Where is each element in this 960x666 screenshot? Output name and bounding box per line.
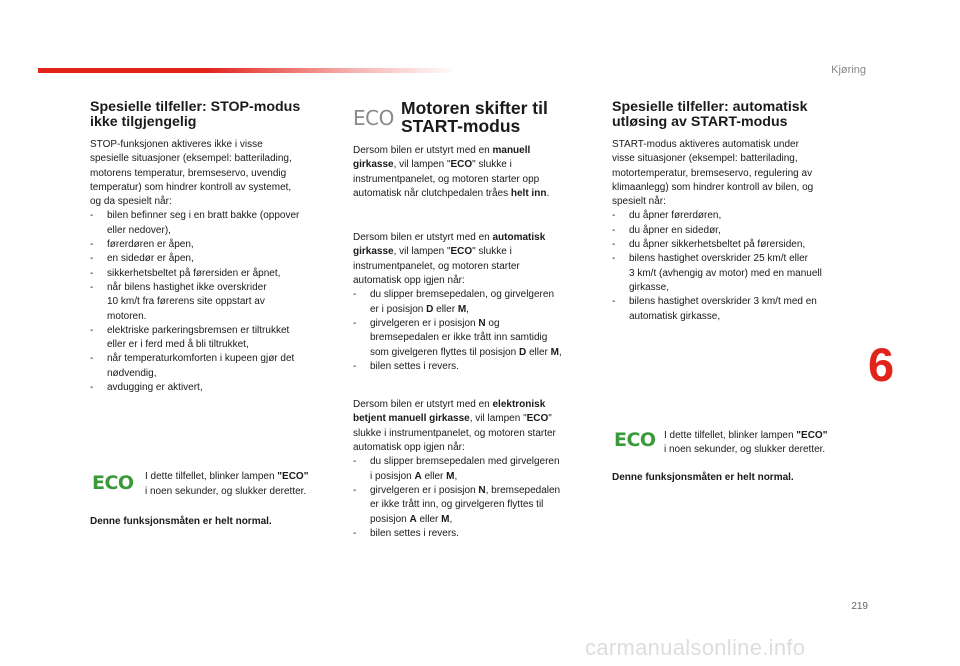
list-item: - du slipper bremsepedalen med girvelgeren i posisjon A eller M, [353, 455, 599, 484]
list-item: - du åpner sikkerhetsbeltet på førersiden, [612, 238, 860, 252]
normal-operation-note: Denne funksjonsmåten er helt normal. [612, 471, 794, 483]
electronic-gearbox-paragraph: Dersom bilen er utstyrt med en elektronisk betjent manuell girkasse, vil lampen "ECO" slukke i instrumentpanelet, og motoren starter automatisk opp igjen når: [353, 399, 556, 454]
electronic-gearbox-list [353, 455, 599, 541]
section-label: Kjøring [831, 64, 866, 76]
list-item: - bilen befinner seg i en bratt bakke (oppover eller nedover), [90, 209, 330, 238]
list-item: - girvelgeren er i posisjon N og bremsepedalen er ikke trått inn samtidig som givelgeren flyttes til posisjon D eller M, [353, 317, 599, 360]
watermark: carmanualsonline.info [585, 635, 806, 660]
column-stop-mode-unavailable [90, 100, 330, 530]
chapter-number: 6 [868, 338, 895, 391]
eco-warning-lamp-icon: ECO [92, 472, 134, 495]
eco-warning-lamp-icon: ECO [614, 428, 656, 451]
list-item: - bilen settes i revers. [353, 527, 599, 541]
normal-operation-note: Denne funksjonsmåten er helt normal. [90, 516, 272, 528]
start-auto-conditions-list [612, 209, 860, 323]
list-item: - girvelgeren er i posisjon N, bremsepedalen er ikke trått inn, og girvelgeren flyttes til posisjon A eller M, [353, 484, 599, 527]
list-item: - elektriske parkeringsbremsen er tiltrukket eller er i ferd med å bli tiltrukket, [90, 324, 330, 353]
manual-gearbox-paragraph: Dersom bilen er utstyrt med en manuell girkasse, vil lampen "ECO" slukke i instrumentpanelet, og motoren starter opp automatisk når clutchpedalen tråes helt inn. [353, 145, 550, 199]
list-item: - bilen settes i revers. [353, 360, 599, 374]
list-item: - når bilens hastighet ikke overskrider 10 km/t fra førerens site oppstart av motoren. [90, 281, 330, 324]
page-number: 219 [851, 601, 868, 612]
list-item: - førerdøren er åpen, [90, 238, 330, 252]
column-start-mode-automatic [612, 100, 860, 485]
eco-blink-text: I dette tilfellet, blinker lampen "ECO" i noen sekunder, og slukker deretter. [664, 429, 828, 456]
list-item: - bilens hastighet overskrider 25 km/t eller 3 km/t (avhengig av motor) med en manuell girkasse, [612, 252, 860, 295]
list-item: - du åpner førerdøren, [612, 209, 860, 223]
column-start-mode [353, 98, 599, 541]
start-mode-heading [353, 98, 599, 136]
start-auto-title: Spesielle tilfeller: automatisk utløsing av START-modus [612, 99, 808, 130]
eco-blink-text: I dette tilfellet, blinker lampen "ECO" i noen sekunder, og slukker deretter. [145, 471, 309, 497]
automatic-gearbox-list [353, 288, 599, 374]
eco-symbol-icon: ECO [353, 106, 394, 130]
list-item: - bilens hastighet overskrider 3 km/t med en automatisk girkasse, [612, 295, 860, 324]
list-item: - sikkerhetsbeltet på førersiden er åpnet, [90, 267, 330, 281]
list-item: - avdugging er aktivert, [90, 381, 330, 395]
start-auto-intro: START-modus aktiveres automatisk under visse situasjoner (eksempel: batterilading, motortemperatur, bremseservo, regulering av klimaanlegg) som hindrer kontroll av bilen, og spesielt når: [612, 139, 814, 208]
eco-note [612, 429, 860, 459]
stop-mode-title: Spesielle tilfeller: STOP-modus ikke tilgjengelig [90, 99, 301, 130]
list-item: - du slipper bremsepedalen, og girvelgeren er i posisjon D eller M, [353, 288, 599, 317]
eco-note [90, 470, 330, 500]
stop-mode-conditions-list [90, 209, 330, 395]
list-item: - du åpner en sidedør, [612, 224, 860, 238]
list-item: - når temperaturkomforten i kupeen gjør det nødvendig, [90, 352, 330, 381]
list-item: - en sidedør er åpen, [90, 252, 330, 266]
stop-mode-intro: STOP-funksjonen aktiveres ikke i visse spesielle situasjoner (eksempel: batterilading, motorens temperatur, bremseservo, uvendig temperatur) som hindrer kontroll av systemet, og da spesielt når: [90, 139, 292, 208]
header-accent-bar [38, 68, 458, 73]
automatic-gearbox-paragraph: Dersom bilen er utstyrt med en automatisk girkasse, vil lampen "ECO" slukke i instrumentpanelet, og motoren starter automatisk opp igjen når: [353, 232, 546, 287]
start-mode-title: Motoren skifter til START-modus [401, 98, 548, 136]
